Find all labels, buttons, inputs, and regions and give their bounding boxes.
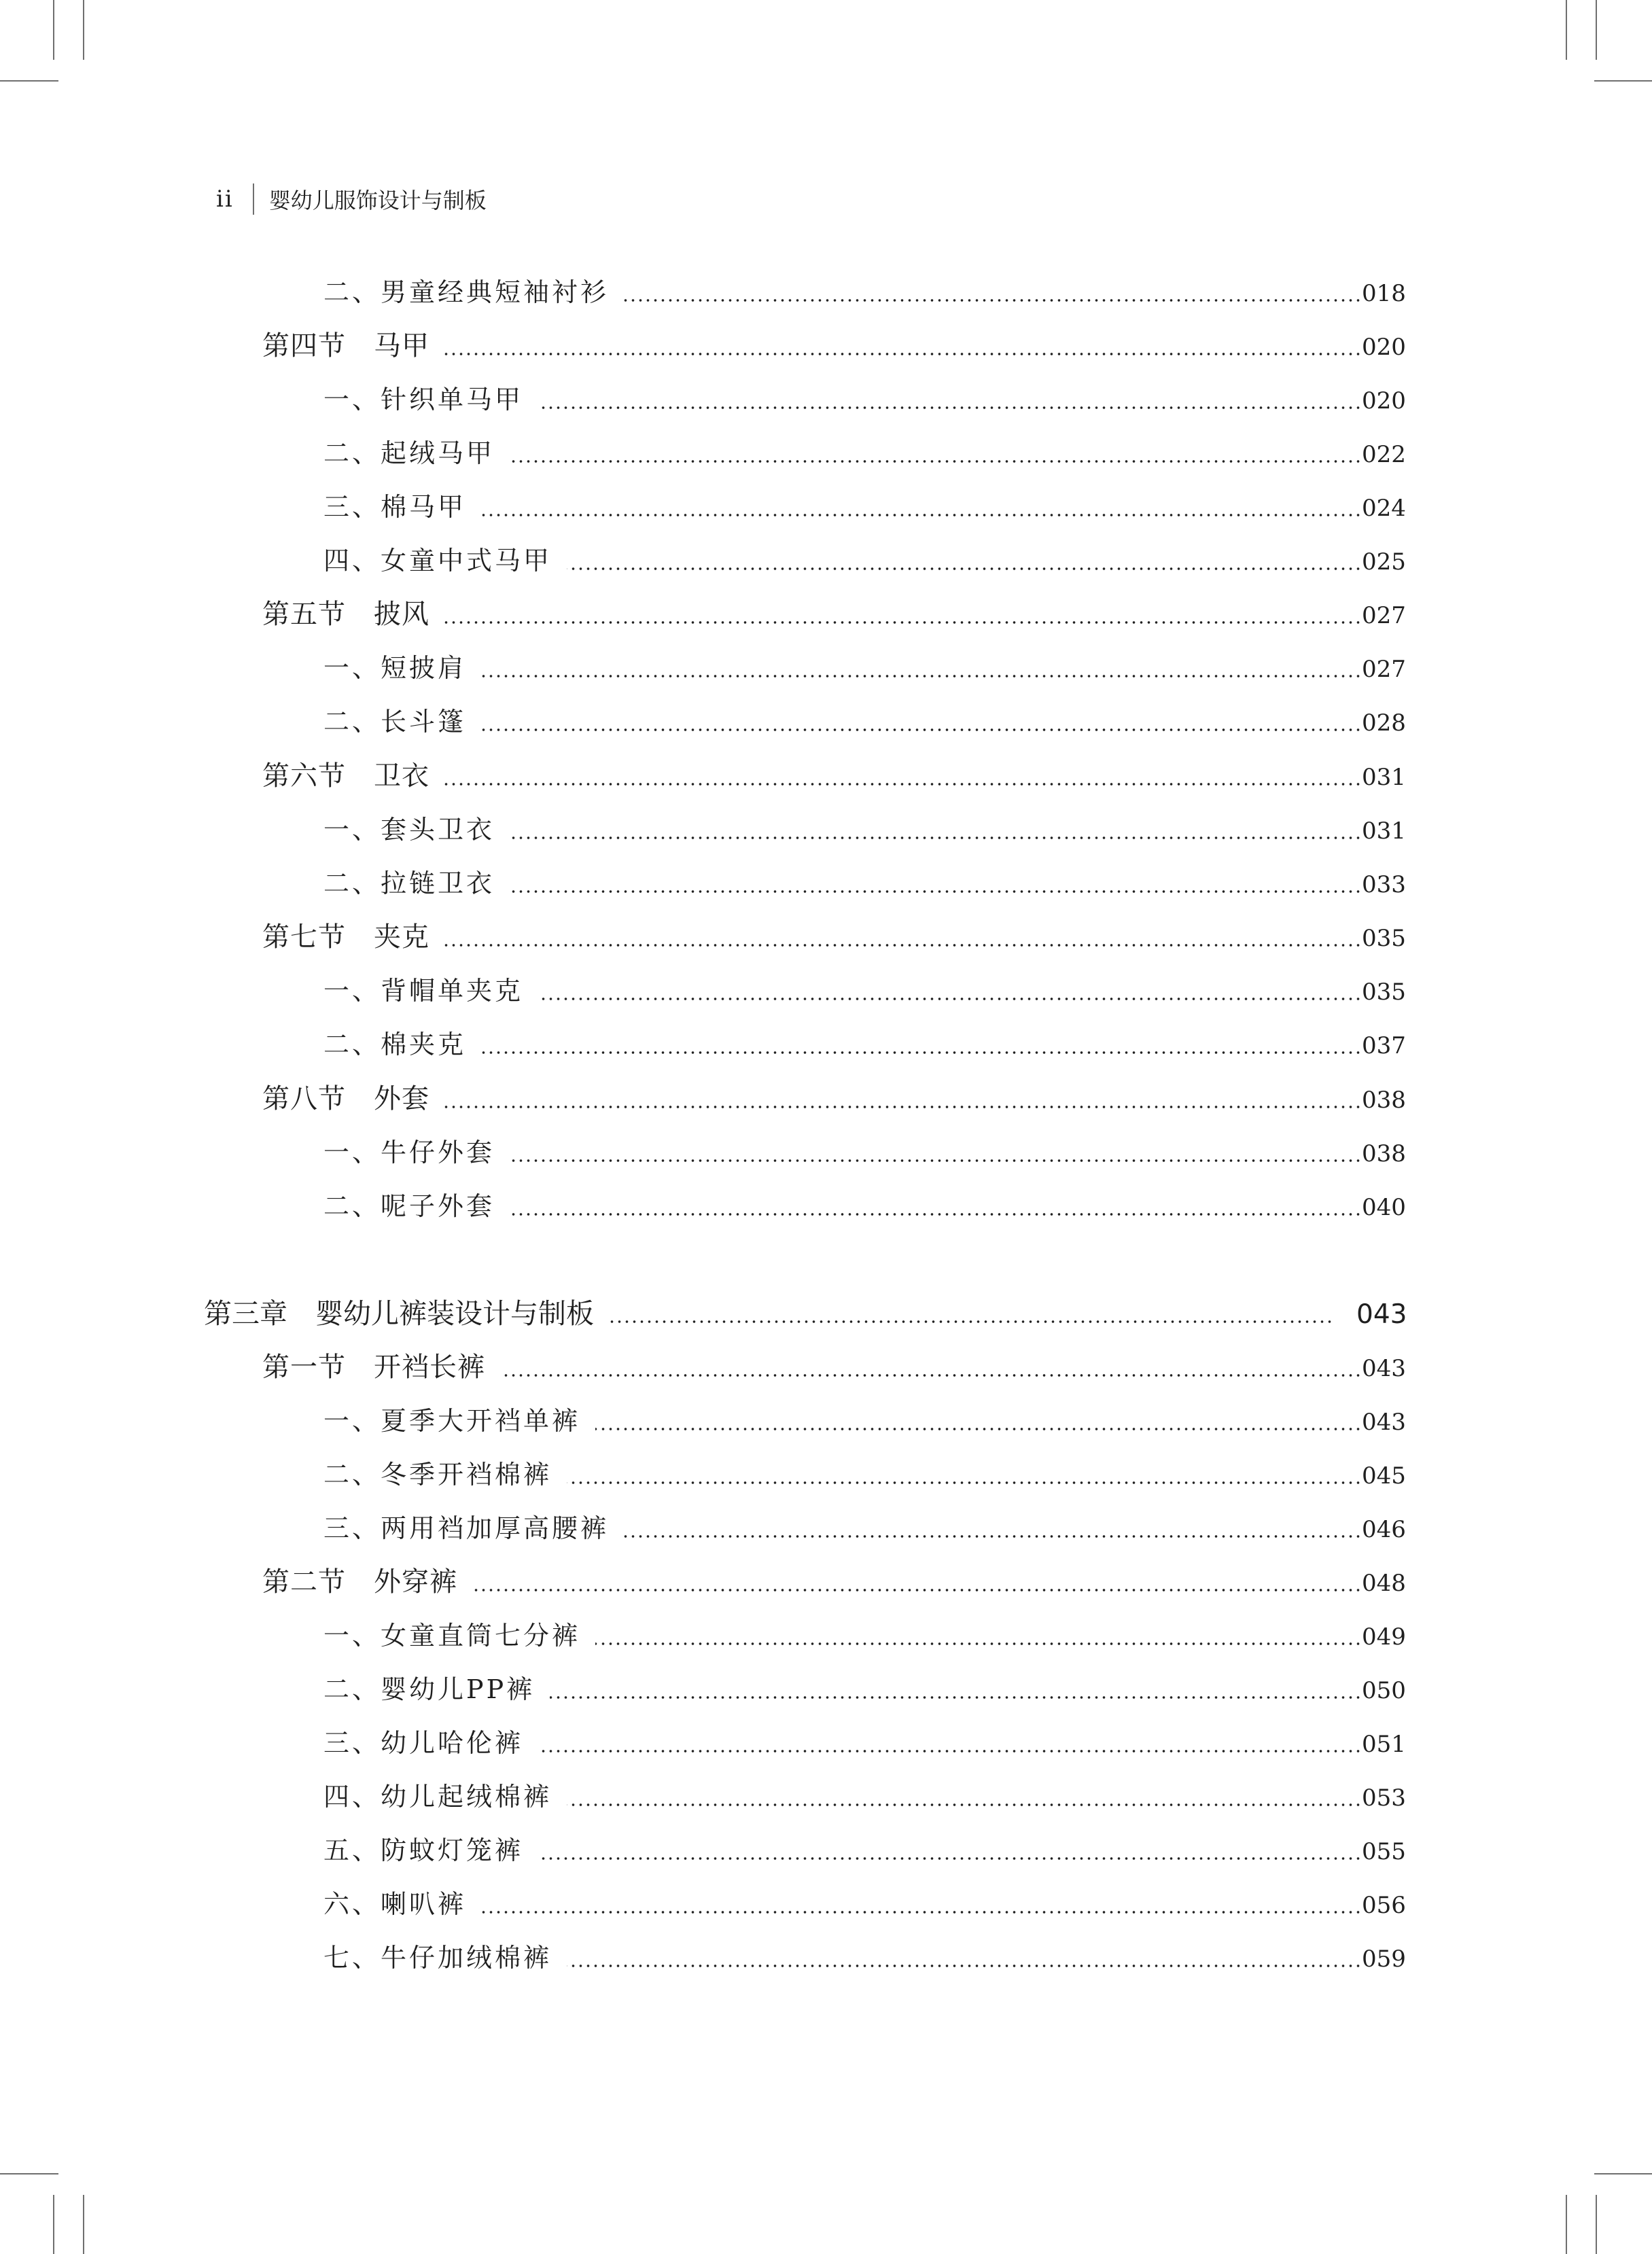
toc-page-number: 020 xyxy=(1362,387,1406,415)
toc-page-number: 043 xyxy=(1356,1299,1407,1330)
dot-leader xyxy=(472,1589,1362,1591)
toc-item-entry xyxy=(0,1882,1427,1926)
toc-page-number: 035 xyxy=(1362,979,1406,1006)
toc-chapter-title: 第三章 婴幼儿裤装设计与制板 xyxy=(204,1297,594,1330)
toc-item-entry xyxy=(0,1507,1427,1550)
toc-page-number: 040 xyxy=(1362,1194,1406,1221)
toc-section-title: 第六节 卫衣 xyxy=(262,760,429,792)
page-folio: ii xyxy=(216,186,234,213)
toc-page-number: 027 xyxy=(1362,602,1406,629)
dot-leader xyxy=(481,1911,1362,1914)
toc-section-title: 第二节 外穿裤 xyxy=(262,1566,457,1598)
toc-page-number: 031 xyxy=(1362,817,1406,845)
toc-item-title: 六、喇叭裤 xyxy=(323,1889,467,1919)
dot-leader xyxy=(444,1106,1362,1108)
toc-item-title: 四、幼儿起绒棉裤 xyxy=(323,1782,552,1812)
toc-item-title: 三、棉马甲 xyxy=(323,492,467,522)
toc-page-number: 018 xyxy=(1362,280,1406,307)
toc-item-entry xyxy=(0,1668,1427,1711)
toc-page-number: 037 xyxy=(1362,1032,1406,1059)
toc-page-number: 035 xyxy=(1362,925,1406,952)
toc-item-title: 一、针织单马甲 xyxy=(323,385,524,415)
toc-item-title: 七、牛仔加绒棉裤 xyxy=(323,1943,552,1973)
toc-item-title: 五、防蚊灯笼裤 xyxy=(323,1835,524,1865)
toc-item-entry xyxy=(0,646,1427,690)
toc-item-title: 二、起绒马甲 xyxy=(323,438,495,468)
toc-item-entry xyxy=(0,969,1427,1012)
toc-item-title: 一、套头卫衣 xyxy=(323,815,495,845)
toc-item-entry xyxy=(0,862,1427,905)
toc-page-number: 045 xyxy=(1362,1462,1406,1490)
dot-leader xyxy=(444,353,1362,355)
toc-section-entry xyxy=(0,1077,1427,1121)
dot-leader xyxy=(595,1642,1362,1645)
dot-leader xyxy=(538,1857,1362,1860)
toc-item-entry xyxy=(0,1184,1427,1228)
dot-leader xyxy=(444,783,1362,786)
toc-item-title: 二、棉夹克 xyxy=(323,1029,467,1059)
book-title: 婴幼儿服饰设计与制板 xyxy=(268,188,487,213)
toc-item-entry xyxy=(0,700,1427,743)
dot-leader xyxy=(595,1428,1362,1430)
toc-item-title: 二、冬季开裆棉裤 xyxy=(323,1460,552,1490)
dot-leader xyxy=(510,460,1362,463)
dot-leader xyxy=(538,1750,1362,1753)
toc-item-title: 一、背帽单夹克 xyxy=(323,976,524,1006)
toc-item-entry xyxy=(0,1023,1427,1066)
toc-item-entry xyxy=(0,539,1427,582)
toc-item-entry xyxy=(0,1131,1427,1174)
toc-item-title: 二、男童经典短袖衬衫 xyxy=(323,277,610,307)
toc-item-title: 三、两用裆加厚高腰裤 xyxy=(323,1513,610,1543)
toc-page-number: 046 xyxy=(1362,1516,1406,1543)
toc-item-entry xyxy=(0,1399,1427,1443)
toc-item-entry xyxy=(0,1614,1427,1657)
toc-section-title: 第一节 开裆长裤 xyxy=(262,1352,485,1383)
toc-item-entry xyxy=(0,485,1427,529)
toc-item-title: 二、拉链卫衣 xyxy=(323,868,495,898)
toc-page-number: 022 xyxy=(1362,441,1406,468)
toc-section-entry xyxy=(0,1560,1427,1604)
toc-item-title: 三、幼儿哈伦裤 xyxy=(323,1728,524,1758)
toc-section-entry xyxy=(0,915,1427,959)
toc-item-title: 一、女童直筒七分裤 xyxy=(323,1621,581,1651)
dot-leader xyxy=(624,299,1362,302)
toc-item-title: 二、长斗篷 xyxy=(323,707,467,737)
toc-chapter-entry xyxy=(0,1292,1427,1335)
dot-leader xyxy=(444,944,1362,947)
dot-leader xyxy=(609,1320,1333,1323)
dot-leader xyxy=(624,1535,1362,1538)
toc-page-number: 056 xyxy=(1362,1892,1406,1919)
dot-leader xyxy=(538,998,1362,1000)
toc-page-number: 038 xyxy=(1362,1087,1406,1114)
toc-item-title: 四、女童中式马甲 xyxy=(323,546,552,576)
dot-leader xyxy=(510,837,1362,839)
toc-page-number: 048 xyxy=(1362,1570,1406,1597)
toc-section-entry xyxy=(0,324,1427,368)
toc-page-number: 028 xyxy=(1362,709,1406,737)
toc-page-number: 038 xyxy=(1362,1140,1406,1167)
dot-leader xyxy=(567,1965,1362,1967)
dot-leader xyxy=(510,890,1362,893)
toc-section-title: 第八节 外套 xyxy=(262,1083,429,1114)
toc-section-entry xyxy=(0,593,1427,636)
toc-item-entry xyxy=(0,270,1427,314)
toc-item-entry xyxy=(0,1829,1427,1872)
toc-page-number: 020 xyxy=(1362,334,1406,361)
toc-page-number: 055 xyxy=(1362,1838,1406,1865)
toc-page-number: 043 xyxy=(1362,1355,1406,1382)
dot-leader xyxy=(481,514,1362,516)
toc-item-title: 二、婴幼儿PP裤 xyxy=(323,1674,535,1704)
toc-section-title: 第五节 披风 xyxy=(262,599,429,630)
dot-leader xyxy=(481,728,1362,731)
dot-leader xyxy=(444,621,1362,624)
toc-section-entry xyxy=(0,1345,1427,1389)
toc-item-title: 二、呢子外套 xyxy=(323,1191,495,1221)
toc-page-number: 059 xyxy=(1362,1945,1406,1973)
toc-item-entry xyxy=(0,432,1427,475)
toc-page-number: 027 xyxy=(1362,656,1406,683)
toc-item-entry xyxy=(0,1453,1427,1496)
toc-page-number: 025 xyxy=(1362,548,1406,576)
dot-leader xyxy=(567,1803,1362,1806)
toc-page-number: 031 xyxy=(1362,764,1406,791)
toc-page-number: 050 xyxy=(1362,1677,1406,1704)
toc-section-title: 第七节 夹克 xyxy=(262,921,429,953)
toc-page-number: 053 xyxy=(1362,1784,1406,1812)
dot-leader xyxy=(567,1481,1362,1484)
toc-page-number: 024 xyxy=(1362,495,1406,522)
toc-page-number: 051 xyxy=(1362,1731,1406,1758)
dot-leader xyxy=(481,1051,1362,1054)
toc-item-entry xyxy=(0,378,1427,421)
toc-item-title: 一、牛仔外套 xyxy=(323,1138,495,1167)
dot-leader xyxy=(481,675,1362,677)
dot-leader xyxy=(550,1696,1362,1699)
toc-item-title: 一、夏季大开裆单裤 xyxy=(323,1406,581,1436)
dot-leader xyxy=(510,1159,1362,1162)
toc-item-entry xyxy=(0,808,1427,851)
toc-section-title: 第四节 马甲 xyxy=(262,330,429,362)
dot-leader xyxy=(567,567,1362,570)
toc-section-entry xyxy=(0,754,1427,798)
dot-leader xyxy=(510,1213,1362,1216)
toc-item-title: 一、短披肩 xyxy=(323,653,467,683)
toc-item-entry xyxy=(0,1721,1427,1765)
toc-item-entry xyxy=(0,1936,1427,1979)
toc-item-entry xyxy=(0,1775,1427,1818)
dot-leader xyxy=(538,406,1362,409)
dot-leader xyxy=(500,1374,1362,1377)
toc-page-number: 043 xyxy=(1362,1409,1406,1436)
toc-page-number: 049 xyxy=(1362,1623,1406,1651)
toc-page-number: 033 xyxy=(1362,871,1406,898)
